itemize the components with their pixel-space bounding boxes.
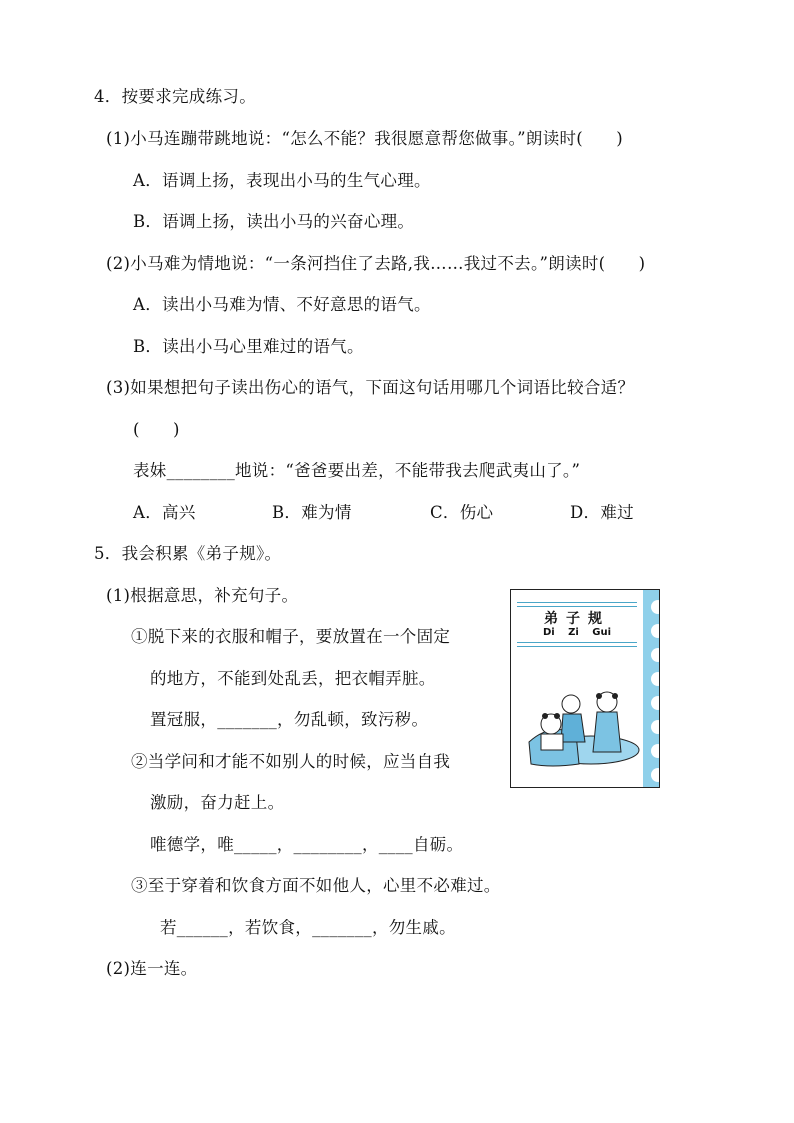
question-4-2-option-b: B．读出小马心里难过的语气。 bbox=[133, 337, 364, 356]
question-5-1-item-3-fill: 若______，若饮食，_______，勿生戚。 bbox=[160, 918, 456, 937]
question-4-3-option-c: C．伤心 bbox=[430, 503, 494, 522]
dizigui-book-cover bbox=[510, 589, 660, 788]
question-5-1-item-2-line-1: ②当学问和才能不如别人的时候，应当自我 bbox=[131, 752, 451, 771]
question-4-3-answer-paren: ( ) bbox=[133, 420, 180, 439]
children-reading-illustration bbox=[521, 672, 641, 777]
cover-side-strip bbox=[643, 590, 659, 787]
question-5-1-item-1-line-2: 的地方，不能到处乱丢，把衣帽弄脏。 bbox=[150, 669, 436, 688]
question-4-3-option-a: A．高兴 bbox=[133, 503, 196, 522]
question-4-3-option-d: D．难过 bbox=[570, 503, 634, 522]
question-4-2: (2)小马难为情地说：“一条河挡住了去路,我……我过不去。”朗读时( ) bbox=[106, 254, 646, 273]
question-4-3-sentence: 表妹________地说：“爸爸要出差，不能带我去爬武夷山了。” bbox=[133, 461, 581, 480]
question-5-1-item-2-line-2: 激励，奋力赶上。 bbox=[150, 793, 285, 812]
question-5-1-item-2-fill: 唯德学，唯_____，________，____自砺。 bbox=[150, 835, 464, 854]
question-5-1-item-3-line-1: ③至于穿着和饮食方面不如他人，心里不必难过。 bbox=[131, 876, 501, 895]
cover-pinyin: Di Zi Gui bbox=[542, 627, 612, 638]
question-5-1: (1)根据意思，补充句子。 bbox=[106, 586, 299, 605]
question-4-title: 4．按要求完成练习。 bbox=[94, 87, 256, 106]
question-4-1: (1)小马连蹦带跳地说：“怎么不能？我很愿意帮您做事。”朗读时( ) bbox=[106, 129, 624, 148]
question-5-1-item-1-fill: 置冠服，_______，勿乱顿，致污秽。 bbox=[150, 710, 429, 729]
question-4-1-option-b: B．语调上扬，读出小马的兴奋心理。 bbox=[133, 212, 415, 231]
question-5-1-item-1-line-1: ①脱下来的衣服和帽子，要放置在一个固定 bbox=[131, 627, 451, 646]
question-4-1-option-a: A．语调上扬，表现出小马的生气心理。 bbox=[133, 171, 431, 190]
cover-title: 弟子规 bbox=[544, 611, 610, 627]
cover-title-box bbox=[517, 600, 637, 646]
question-4-3-option-b: B．难为情 bbox=[272, 503, 352, 522]
question-5-title: 5．我会积累《弟子规》。 bbox=[94, 544, 282, 563]
question-4-2-option-a: A．读出小马难为情、不好意思的语气。 bbox=[133, 295, 431, 314]
question-4-3: (3)如果想把句子读出伤心的语气，下面这句话用哪几个词语比较合适？ bbox=[106, 378, 635, 397]
question-5-2: (2)连一连。 bbox=[106, 959, 198, 978]
